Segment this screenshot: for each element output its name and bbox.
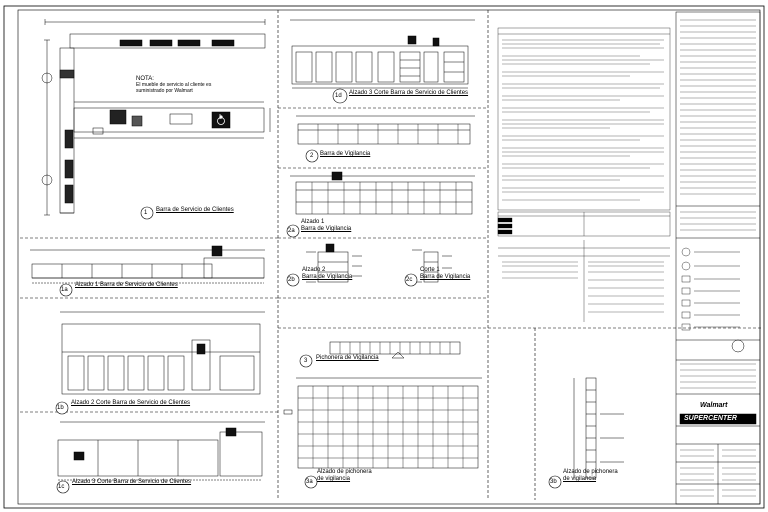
elevation-pigeonhole-3a <box>284 378 482 468</box>
view-number-2c: 2c <box>406 277 413 283</box>
view-title-2c-line2: Barra de Vigilancia <box>420 274 471 280</box>
view-title-3b-line1: Alzado de pichonera <box>563 469 618 475</box>
elevation-1c <box>58 422 265 480</box>
view-title-2b-line2: Barra de Vigilancia <box>302 274 353 280</box>
sheet-border <box>4 6 764 508</box>
note-line-1: El mueble de servicio al cliente es <box>136 82 212 88</box>
view-title-1c: Alzado 3 Corte Barra de Servicio de Clientes <box>72 479 192 485</box>
view-number-2a: 2a <box>288 228 295 234</box>
view-title-3b-line2: de vigilancia <box>563 476 597 482</box>
note-block <box>136 76 211 94</box>
note-heading: NOTA: <box>136 76 154 82</box>
note-line-2: suministrado por Walmart <box>136 88 193 94</box>
view-number-2: 2 <box>310 153 314 159</box>
view-title-3a-line1: Alzado de pichonera <box>317 469 372 475</box>
view-title-1: Barra de Servicio de Clientes <box>156 207 234 213</box>
view-number-1: 1 <box>144 210 148 216</box>
view-number-1c: 1c <box>58 484 65 490</box>
view-title-2c-line1: Corte 1 <box>420 267 440 273</box>
specifications-text <box>498 28 670 322</box>
plan-security-counter <box>296 116 475 144</box>
elevation-1d <box>290 20 475 88</box>
view-title-3: Pichonera de Vigilancia <box>316 355 379 361</box>
panel-grid <box>20 10 762 500</box>
title-block <box>676 12 760 504</box>
elevation-1b <box>60 312 265 394</box>
view-number-3: 3 <box>304 358 308 364</box>
view-number-2b: 2b <box>288 277 295 283</box>
view-title-3a-line2: de vigilancia <box>317 476 351 482</box>
view-number-1d: 1d <box>335 93 342 99</box>
view-title-2b-line1: Alzado 2 <box>302 267 326 273</box>
brand-banner: SUPERCENTER <box>684 415 737 422</box>
view-markers <box>56 89 561 493</box>
view-number-1a: 1a <box>61 287 68 293</box>
elevation-1a <box>30 246 265 283</box>
section-pigeonhole-3b <box>574 378 624 478</box>
view-number-3a: 3a <box>306 479 313 485</box>
view-title-2: Barra de Vigilancia <box>320 151 371 157</box>
view-number-1b: 1b <box>57 405 64 411</box>
view-title-2a-line1: Alzado 1 <box>301 219 325 225</box>
view-number-3b: 3b <box>550 479 557 485</box>
view-title-1b: Alzado 2 Corte Barra de Servicio de Clientes <box>71 400 191 406</box>
brand-logo: Walmart <box>700 402 728 409</box>
plan-service-counter <box>42 19 270 215</box>
view-title-1d: Alzado 3 Corte Barra de Servicio de Clientes <box>349 90 469 96</box>
view-title-2a-line2: Barra de Vigilancia <box>301 226 352 232</box>
view-title-1a: Alzado 1 Barra de Servicio de Clientes <box>75 282 178 288</box>
elevation-2a <box>290 172 475 214</box>
